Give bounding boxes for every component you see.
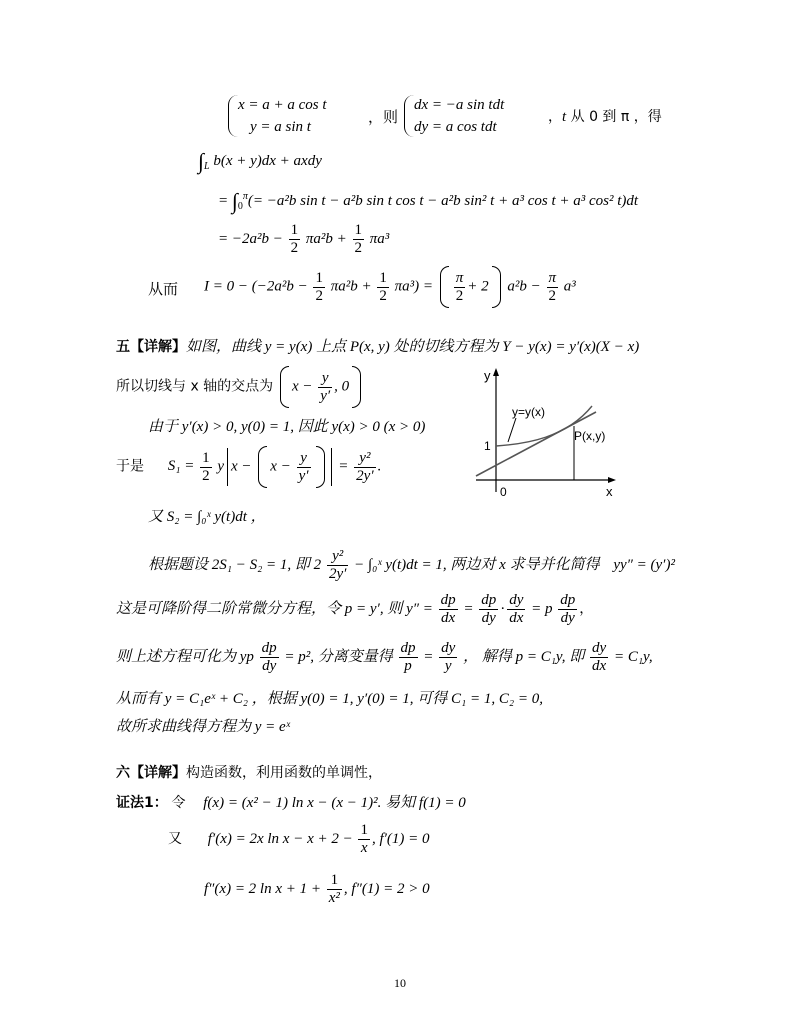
- one-label: 1: [484, 439, 491, 453]
- condition-equation-line: 根据题设 2S₁ − S₂ = 1, 即 2 $\frac{\text{y²}}{2y'}$ − ∫₀ˣ y(t)dt = 1, 两边对 x 求导并化简得 yy″ = (y′)²: [148, 548, 675, 582]
- solution-line: 从而有 y = C₁eˣ + C₂ ，根据 y(0) = 1, y′(0) = 1, 可得 C₁ = 1, C₂ = 0,: [116, 691, 543, 707]
- integral-line2: = $\int_0^\pi(= -a^2b$ sin t − a²b sin t cos t − a²b sin² t + a³ cos t + a³ cos² t)dt: [218, 188, 639, 214]
- x-axis-label: x: [606, 484, 613, 499]
- s1-line: 于是 S₁ = $\frac{1}{2}$ y x − x − $\frac{y}{y'}$ = $\frac{\text{y²}}{2y'}$ .: [116, 446, 381, 488]
- proof-line: 证法1： 令 f(x) = (x² − 1) ln x − (x − 1)². 易知 f(1) = 0: [116, 795, 466, 811]
- integral-line3: = −2a²b − $\frac{1}{2}$ πa²b + $\frac{1}{2}$ πa³: [218, 222, 390, 256]
- intersect-line: 所以切线与 x 轴的交点为 x − $\frac{y}{y'}$ , 0: [116, 366, 364, 408]
- second-derivative-line: f″(x) = 2 ln x + 1 + $\frac{1}{\text{x²}}$ , f″(1) = 2 > 0: [204, 872, 430, 906]
- s2-line: 又 S₂ = ∫₀ˣ y(t)dt ，: [148, 509, 266, 525]
- result-line: I = 0 − (−2a²b − $\frac{1}{2}$ πa²b + $\frac{1}{2}$ πa³) = $\frac{\pi}{2}$ + 2 a²b − $\frac{\pi}{2}$ a³: [204, 266, 576, 308]
- first-derivative-line: 又 f′(x) = 2x ln x − x + 2 − $\frac{1}{x}$ , f′(1) = 0: [168, 822, 430, 856]
- curve-label: y=y(x): [512, 405, 545, 419]
- y-axis-arrow: [493, 368, 499, 376]
- x-axis-arrow: [608, 477, 616, 483]
- page-number: 10: [394, 976, 406, 990]
- param-eq-dy: dy = a cos tdt: [414, 119, 497, 135]
- condition-line: 由于 y′(x) > 0, y(0) = 1, 因此 y(x) > 0 (x > 0): [148, 419, 426, 435]
- section5-intro: 五【详解】如图，曲线 y = y(x) 上点 P(x, y) 处的切线方程为 Y − y(x) = y′(x)(X − x): [116, 339, 640, 355]
- param-eq-dx: dx = −a sin tdt: [414, 97, 505, 113]
- param-eq-x: x = a + a cos t: [238, 97, 327, 113]
- point-label: P(x,y): [574, 429, 606, 443]
- origin-label: 0: [500, 485, 507, 499]
- integral-sign: ∫: [231, 188, 238, 214]
- section6-intro: 六【详解】构造函数，利用函数的单调性，: [116, 765, 382, 781]
- y-axis-label: y: [484, 368, 491, 383]
- section5-heading: 五【详解】: [116, 339, 186, 355]
- result-label: 从而: [148, 280, 179, 298]
- label-pointer: [508, 418, 516, 442]
- reduce-line: 这是可降阶得二阶常微分方程，令 p = y′, 则 y″ = $\frac{dp}{dx}$ = $\frac{dp}{dy}$ · $\frac{dy}{dx}$ = p $\frac{dp}{dy}$ ，: [116, 592, 594, 626]
- section6-heading: 六【详解】: [116, 765, 186, 781]
- param-eq-y: y = a sin t: [250, 119, 311, 135]
- integral-sign: ∫: [198, 148, 205, 174]
- separate-line: 则上述方程可化为 yp $\frac{dp}{dy}$ = p², 分离变量得 $\frac{dp}{p}$ = $\frac{dy}{y}$ ， 解得 p = C₁y, 即 $\frac{dy}{dx}$ = C₁y,: [116, 640, 653, 674]
- tangent-figure: [466, 366, 626, 500]
- tangent-line: [476, 412, 596, 476]
- final-curve-line: 故所求曲线得方程为 y = eˣ: [116, 719, 290, 735]
- integral-line1: $\int_L$ b(x + y)dx + axdy: [198, 148, 322, 174]
- param-range: ，t 从 0 到 π ，得: [548, 109, 662, 125]
- param-then: ，则: [368, 108, 399, 126]
